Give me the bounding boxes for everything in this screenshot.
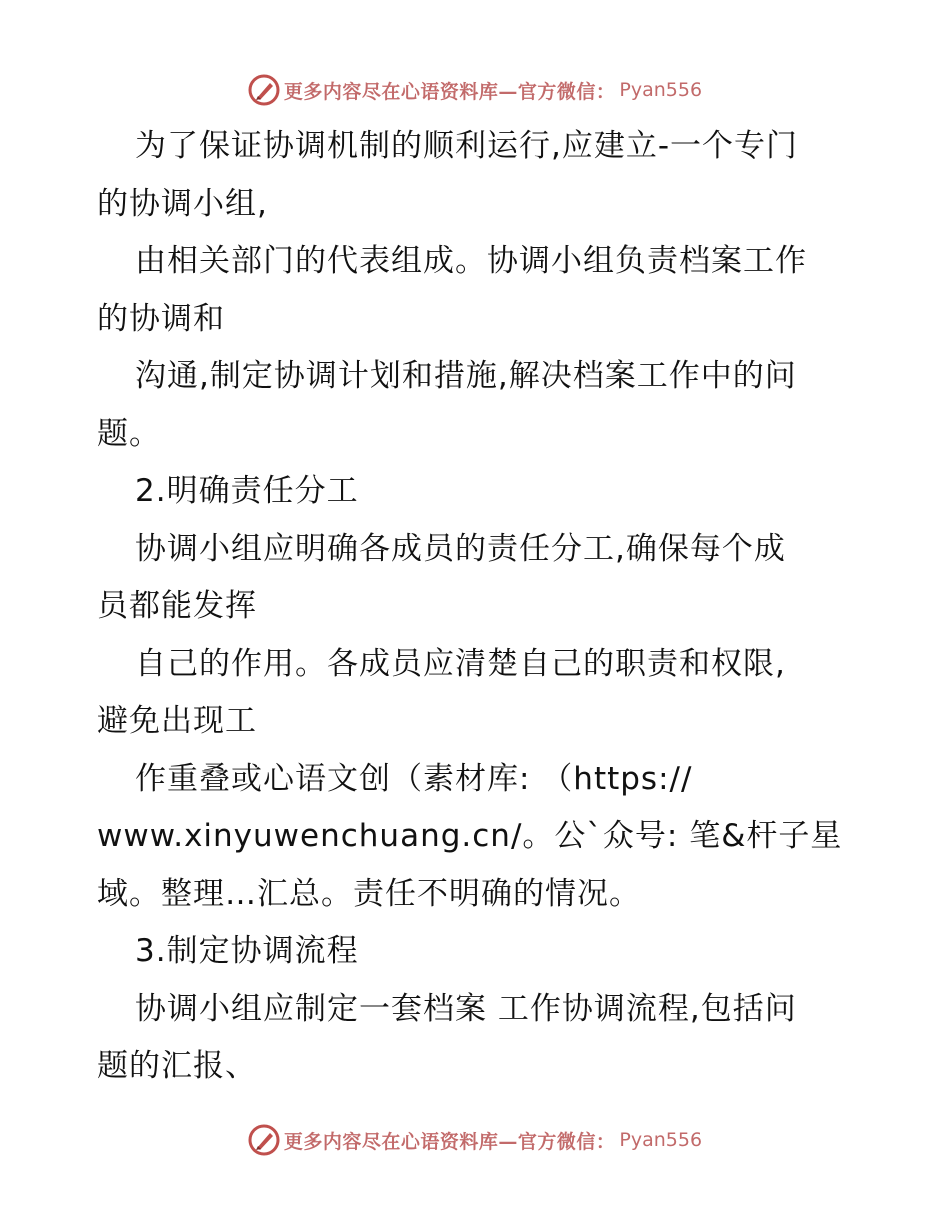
document-body <box>97 118 867 1096</box>
banner-wechat-id: Pyan556 <box>619 79 703 101</box>
quill-pen-logo-icon <box>248 74 280 106</box>
text-line: 题的汇报、 <box>97 1048 257 1084</box>
text-line: 由相关部门的代表组成。协调小组负责档案工作 <box>135 243 807 279</box>
banner-text: 更多内容尽在心语资料库—官方微信： <box>283 1130 616 1153</box>
text-line: 域。整理…汇总。责任不明确的情况。 <box>97 875 641 912</box>
banner-text: 更多内容尽在心语资料库—官方微信： <box>283 80 616 103</box>
text-line: 作重叠或心语文创（素材库: （https:// <box>135 760 693 797</box>
text-line: 员都能发挥 <box>97 588 257 624</box>
text-line: 协调小组应明确各成员的责任分工,确保每个成 <box>135 530 786 567</box>
text-line: 的协调和 <box>97 300 225 337</box>
text-line: 为了保证协调机制的顺利运行,应建立-一个专门 <box>135 128 799 164</box>
header-banner <box>0 72 950 108</box>
text-line: www.xinyuwenchuang.cn/。公`众号: 笔&杆子星 <box>97 818 843 854</box>
banner-wechat-id: Pyan556 <box>619 1129 703 1151</box>
text-line: 避免出现工 <box>97 703 257 739</box>
text-line: 自己的作用。各成员应清楚自己的职责和权限, <box>135 645 786 682</box>
quill-pen-logo-icon <box>248 1124 280 1156</box>
text-line: 沟通,制定协调计划和措施,解决档案工作中的问 <box>135 358 797 394</box>
text-line: 的协调小组, <box>97 185 268 222</box>
section-heading: 2.明确责任分工 <box>135 473 359 509</box>
text-line: 题。 <box>97 415 161 452</box>
section-heading: 3.制定协调流程 <box>135 933 359 969</box>
footer-banner <box>0 1122 950 1158</box>
text-line: 协调小组应制定一套档案 工作协调流程,包括问 <box>135 990 797 1027</box>
